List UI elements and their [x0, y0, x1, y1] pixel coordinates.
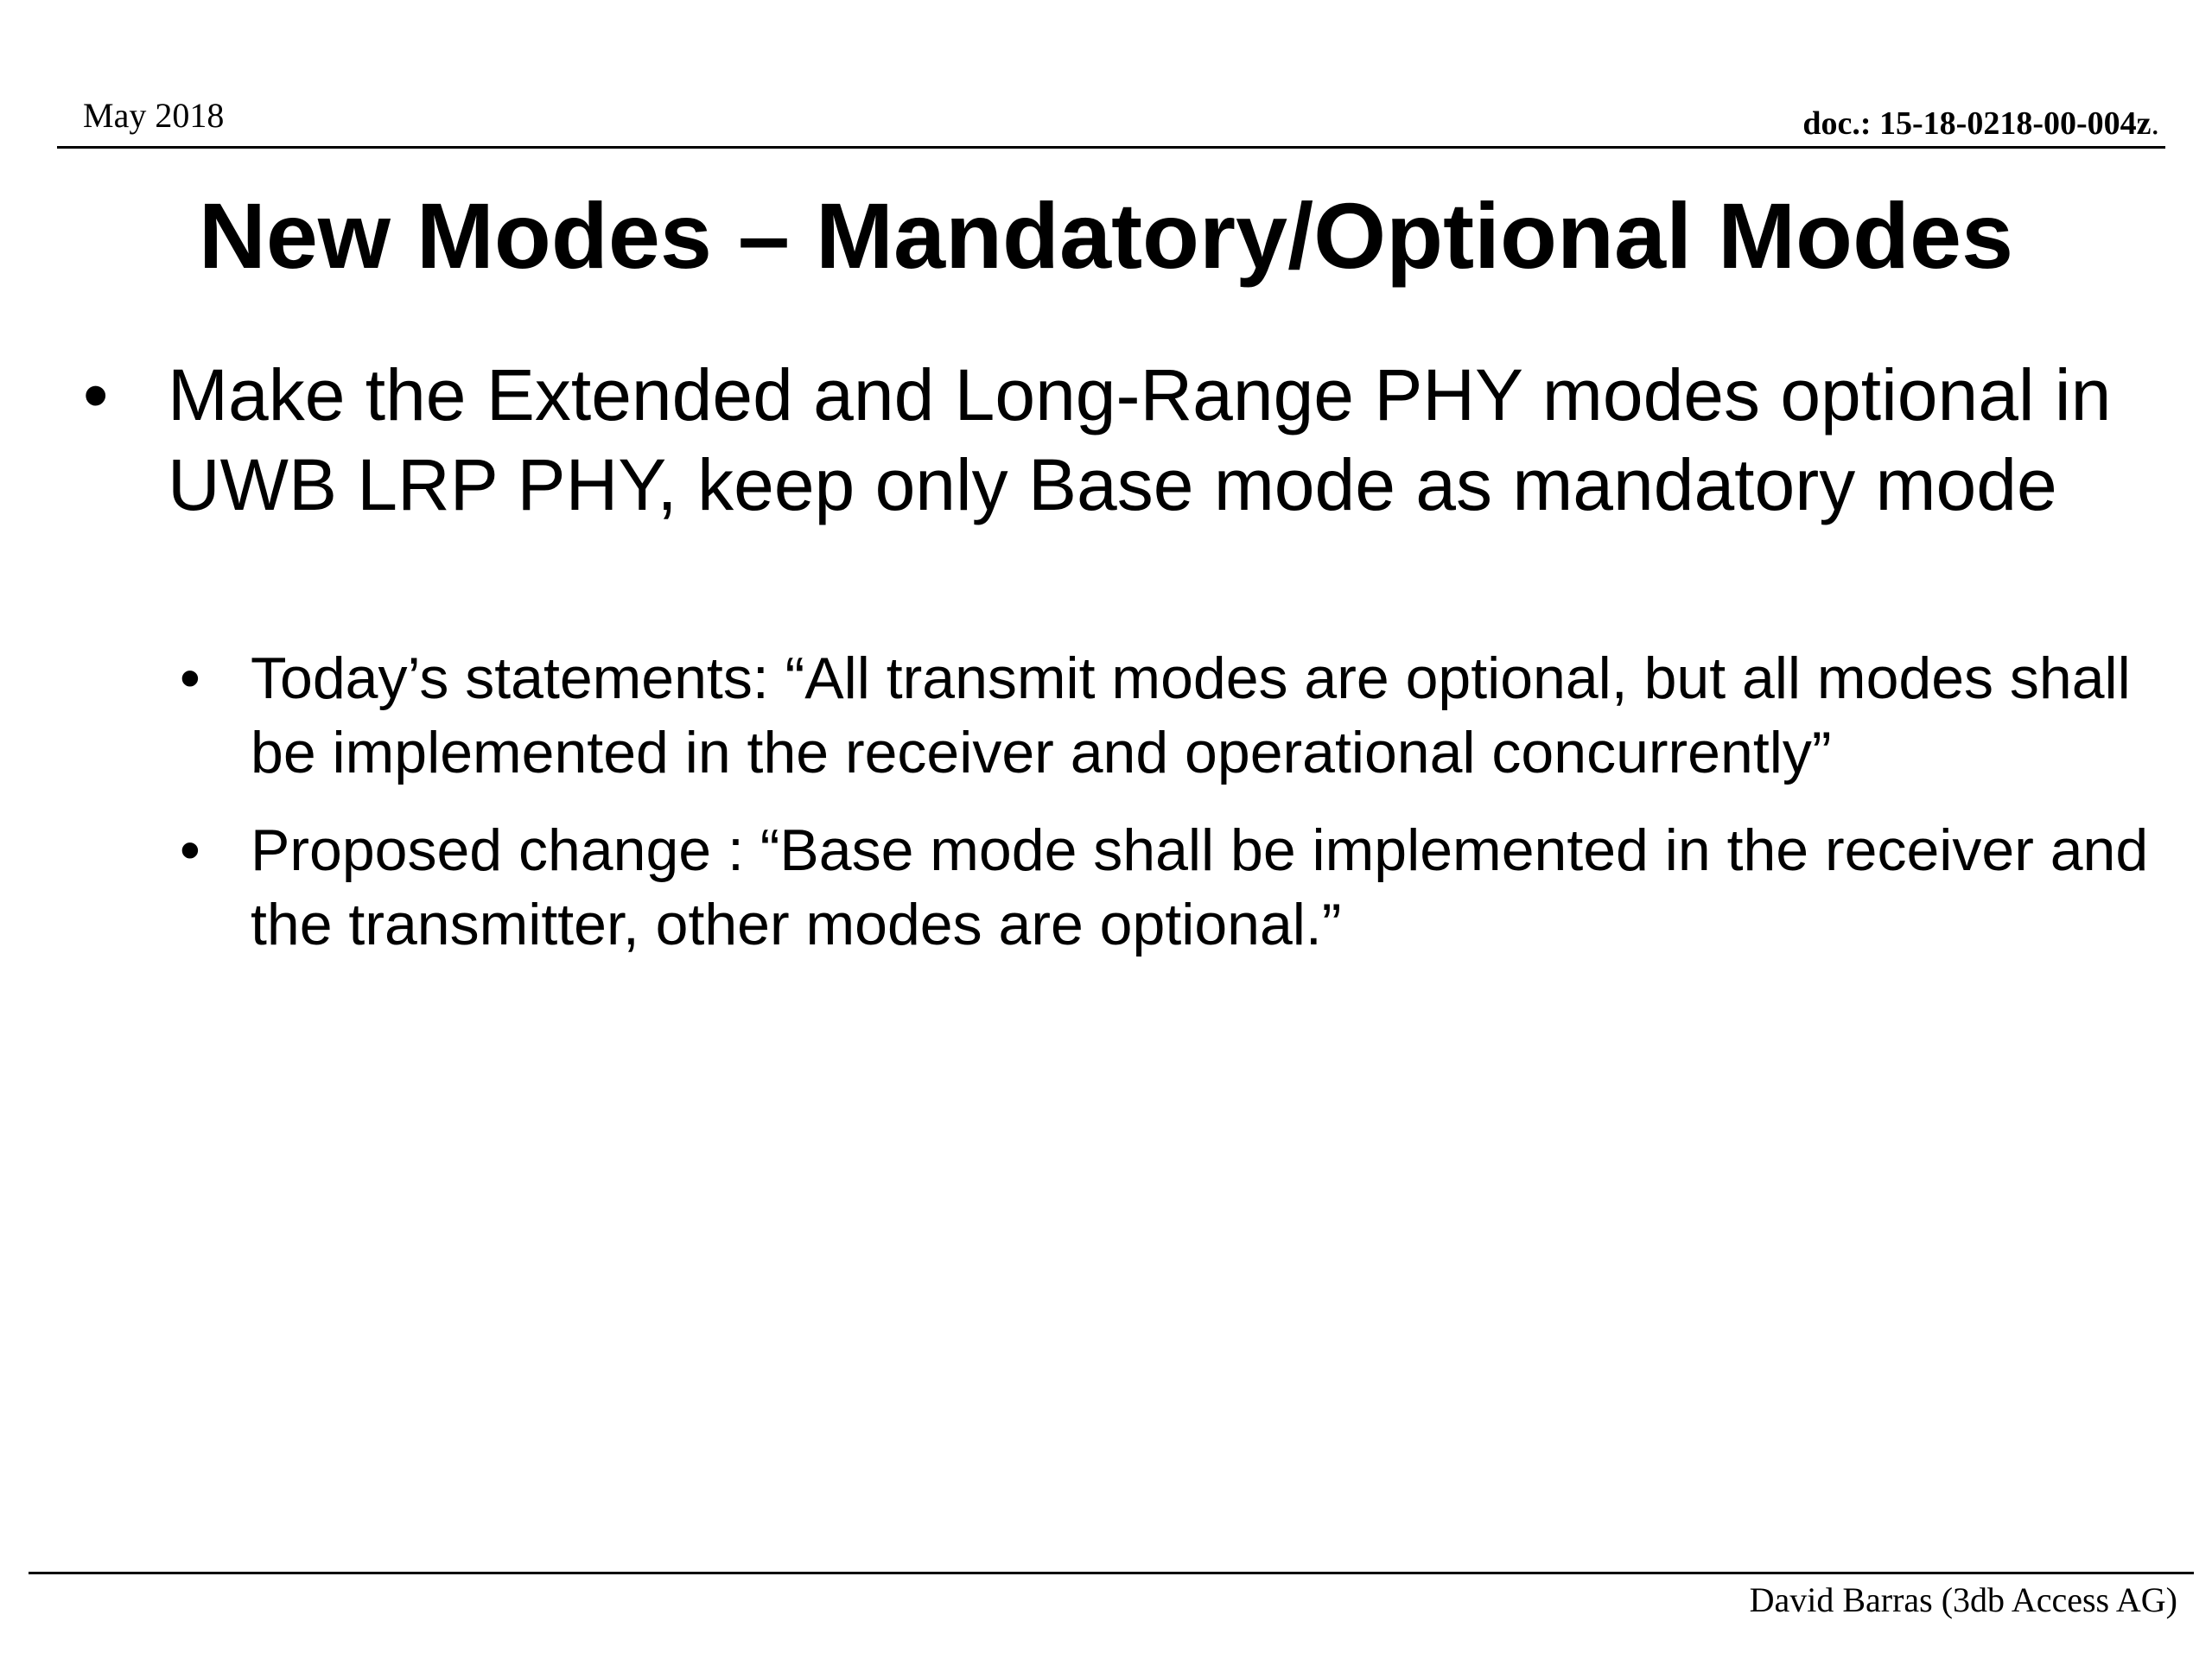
- bullet-marker: •: [83, 354, 109, 435]
- bullet-text: Make the Extended and Long-Range PHY modes optional in UWB LRP PHY, keep only Base mode as mandatory mode: [168, 354, 2112, 525]
- footer-author: David Barras (3db Access AG): [1749, 1580, 2177, 1619]
- sub-bullet-marker: •: [180, 645, 200, 711]
- slide-title: New Modes – Mandatory/Optional Modes: [198, 183, 2014, 288]
- sub-bullet-marker: •: [180, 817, 200, 883]
- sub-bullet-text: Proposed change : “Base mode shall be implemented in the receiver and the transmitter, other modes are optional.”: [251, 817, 2149, 957]
- header-date: May 2018: [83, 96, 225, 135]
- doc-number-trailing-dot: .: [2151, 105, 2159, 142]
- sub-bullet-text: Today’s statements: “All transmit modes are optional, but all modes shall be implemented in the receiver and operational concurrently”: [251, 645, 2131, 785]
- header-divider: [57, 146, 2165, 149]
- header-doc-number: [1802, 104, 2159, 143]
- doc-number-text: doc.: 15-18-0218-00-004z: [1802, 105, 2152, 142]
- footer-divider: [29, 1572, 2194, 1574]
